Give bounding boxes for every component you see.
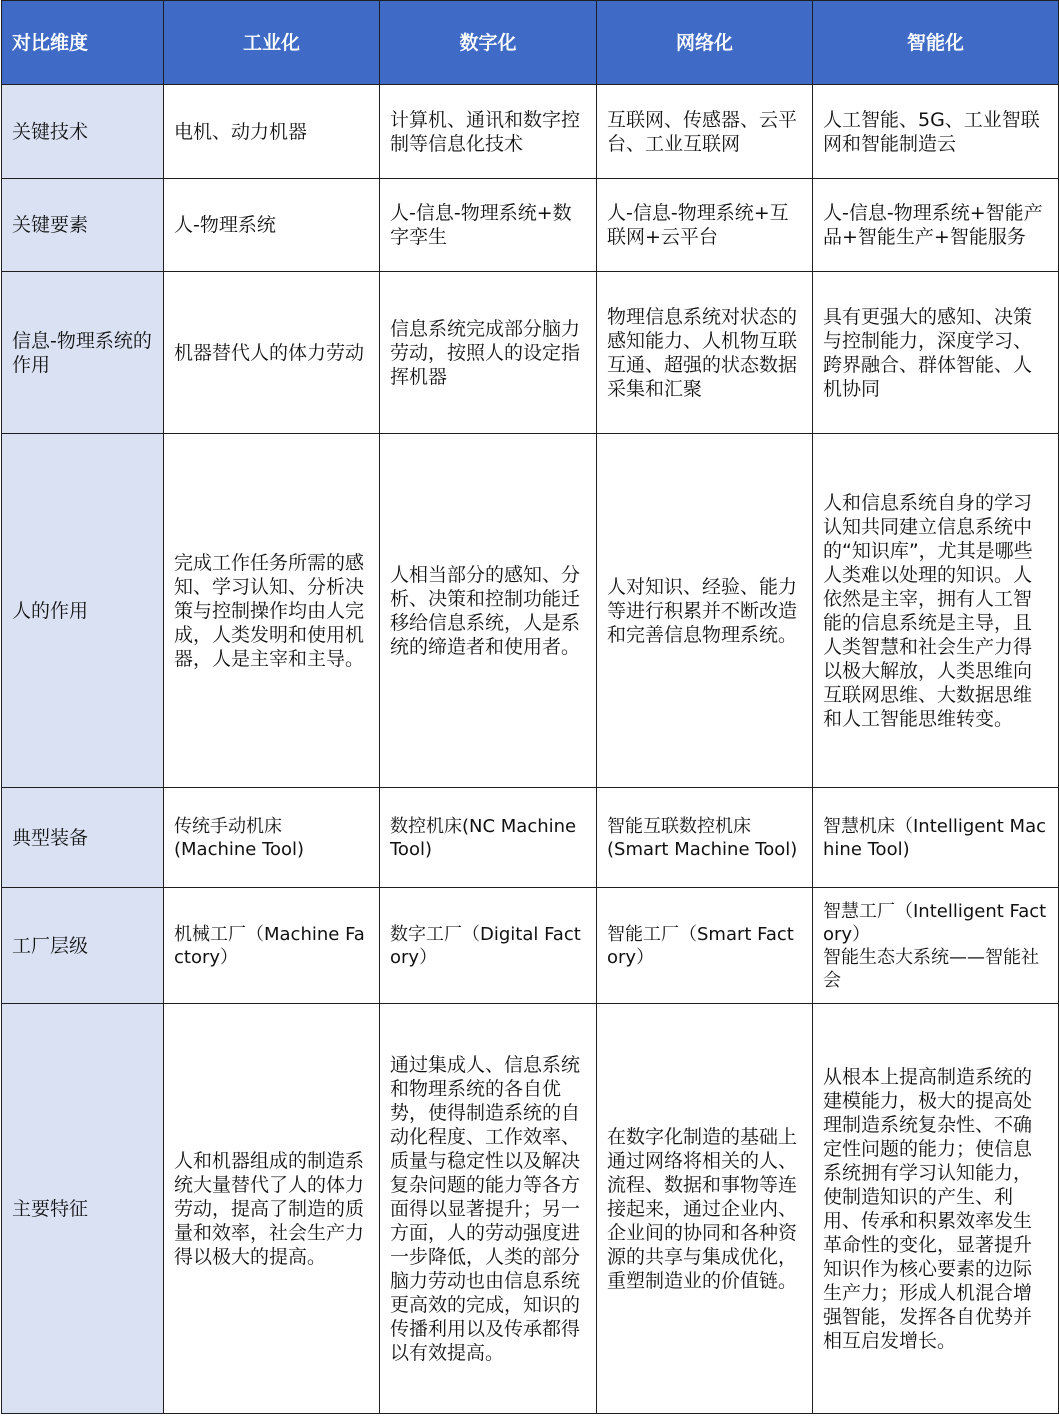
row-dimension-label: 人的作用 [2,434,164,788]
table-cell: 人-信息-物理系统+智能产品+智能生产+智能服务 [813,179,1059,272]
table-cell: 完成工作任务所需的感知、学习认知、分析决策与控制操作均由人完成，人类发明和使用机器，人是主宰和主导。 [164,434,380,788]
row-dimension-label: 信息-物理系统的作用 [2,272,164,434]
table-cell: 智慧机床（Intelligent Machine Tool) [813,788,1059,888]
header-intelligentization: 智能化 [813,1,1059,85]
table-cell: 具有更强大的感知、决策与控制能力，深度学习、跨界融合、群体智能、人机协同 [813,272,1059,434]
header-networking: 网络化 [597,1,813,85]
table-cell: 机械工厂（Machine Factory） [164,888,380,1004]
table-cell: 人相当部分的感知、分析、决策和控制功能迁移给信息系统，人是系统的缔造者和使用者。 [380,434,597,788]
header-dimension: 对比维度 [2,1,164,85]
header-industrialization: 工业化 [164,1,380,85]
table-cell: 电机、动力机器 [164,85,380,179]
table-cell: 人-信息-物理系统+互联网+云平台 [597,179,813,272]
header-digitalization: 数字化 [380,1,597,85]
table-cell: 计算机、通讯和数字控制等信息化技术 [380,85,597,179]
table-cell: 数控机床(NC Machine Tool) [380,788,597,888]
table-cell: 数字工厂（Digital Factory） [380,888,597,1004]
table-cell: 人和机器组成的制造系统大量替代了人的体力劳动，提高了制造的质量和效率，社会生产力得以极大的提高。 [164,1004,380,1414]
table-cell: 智慧工厂（Intelligent Factory） 智能生态大系统——智能社会 [813,888,1059,1004]
table-row [2,272,1059,434]
table-cell: 物理信息系统对状态的感知能力、人机物互联互通、超强的状态数据采集和汇聚 [597,272,813,434]
row-dimension-label: 典型装备 [2,788,164,888]
table-cell: 从根本上提高制造系统的建模能力，极大的提高处理制造系统复杂性、不确定性问题的能力；使信息系统拥有学习认知能力，使制造知识的产生、利用、传承和积累效率发生革命性的变化，显著提升知识作为核心要素的边际生产力；形成人机混合增强智能，发挥各自优势并相互启发增长。 [813,1004,1059,1414]
table-cell: 智能工厂（Smart Factory） [597,888,813,1004]
row-dimension-label: 工厂层级 [2,888,164,1004]
comparison-table [1,0,1059,1414]
table-cell: 在数字化制造的基础上通过网络将相关的人、流程、数据和事物等连接起来，通过企业内、企业间的协同和各种资源的共享与集成优化，重塑制造业的价值链。 [597,1004,813,1414]
table-cell: 智能互联数控机床 (Smart Machine Tool) [597,788,813,888]
table-cell: 人-信息-物理系统+数字孪生 [380,179,597,272]
table-row [2,434,1059,788]
table-cell: 人-物理系统 [164,179,380,272]
row-dimension-label: 关键要素 [2,179,164,272]
table-row [2,1004,1059,1414]
table-row [2,788,1059,888]
table-row [2,85,1059,179]
table-row [2,888,1059,1004]
table-cell: 传统手动机床 (Machine Tool) [164,788,380,888]
header-row [2,1,1059,85]
table-cell: 互联网、传感器、云平台、工业互联网 [597,85,813,179]
table-cell: 人工智能、5G、工业智联网和智能制造云 [813,85,1059,179]
table-cell: 人对知识、经验、能力等进行积累并不断改造和完善信息物理系统。 [597,434,813,788]
table-cell: 人和信息系统自身的学习认知共同建立信息系统中的“知识库”，尤其是哪些人类难以处理的知识。人依然是主宰，拥有人工智能的信息系统是主导，且人类智慧和社会生产力得以极大解放，人类思维向互联网思维、大数据思维和人工智能思维转变。 [813,434,1059,788]
table-cell: 机器替代人的体力劳动 [164,272,380,434]
table-row [2,179,1059,272]
row-dimension-label: 关键技术 [2,85,164,179]
table-cell: 信息系统完成部分脑力劳动，按照人的设定指挥机器 [380,272,597,434]
row-dimension-label: 主要特征 [2,1004,164,1414]
table-cell: 通过集成人、信息系统和物理系统的各自优势，使得制造系统的自动化程度、工作效率、质量与稳定性以及解决复杂问题的能力等各方面得以显著提升；另一方面，人的劳动强度进一步降低，人类的部分脑力劳动也由信息系统更高效的完成，知识的传播利用以及传承都得以有效提高。 [380,1004,597,1414]
